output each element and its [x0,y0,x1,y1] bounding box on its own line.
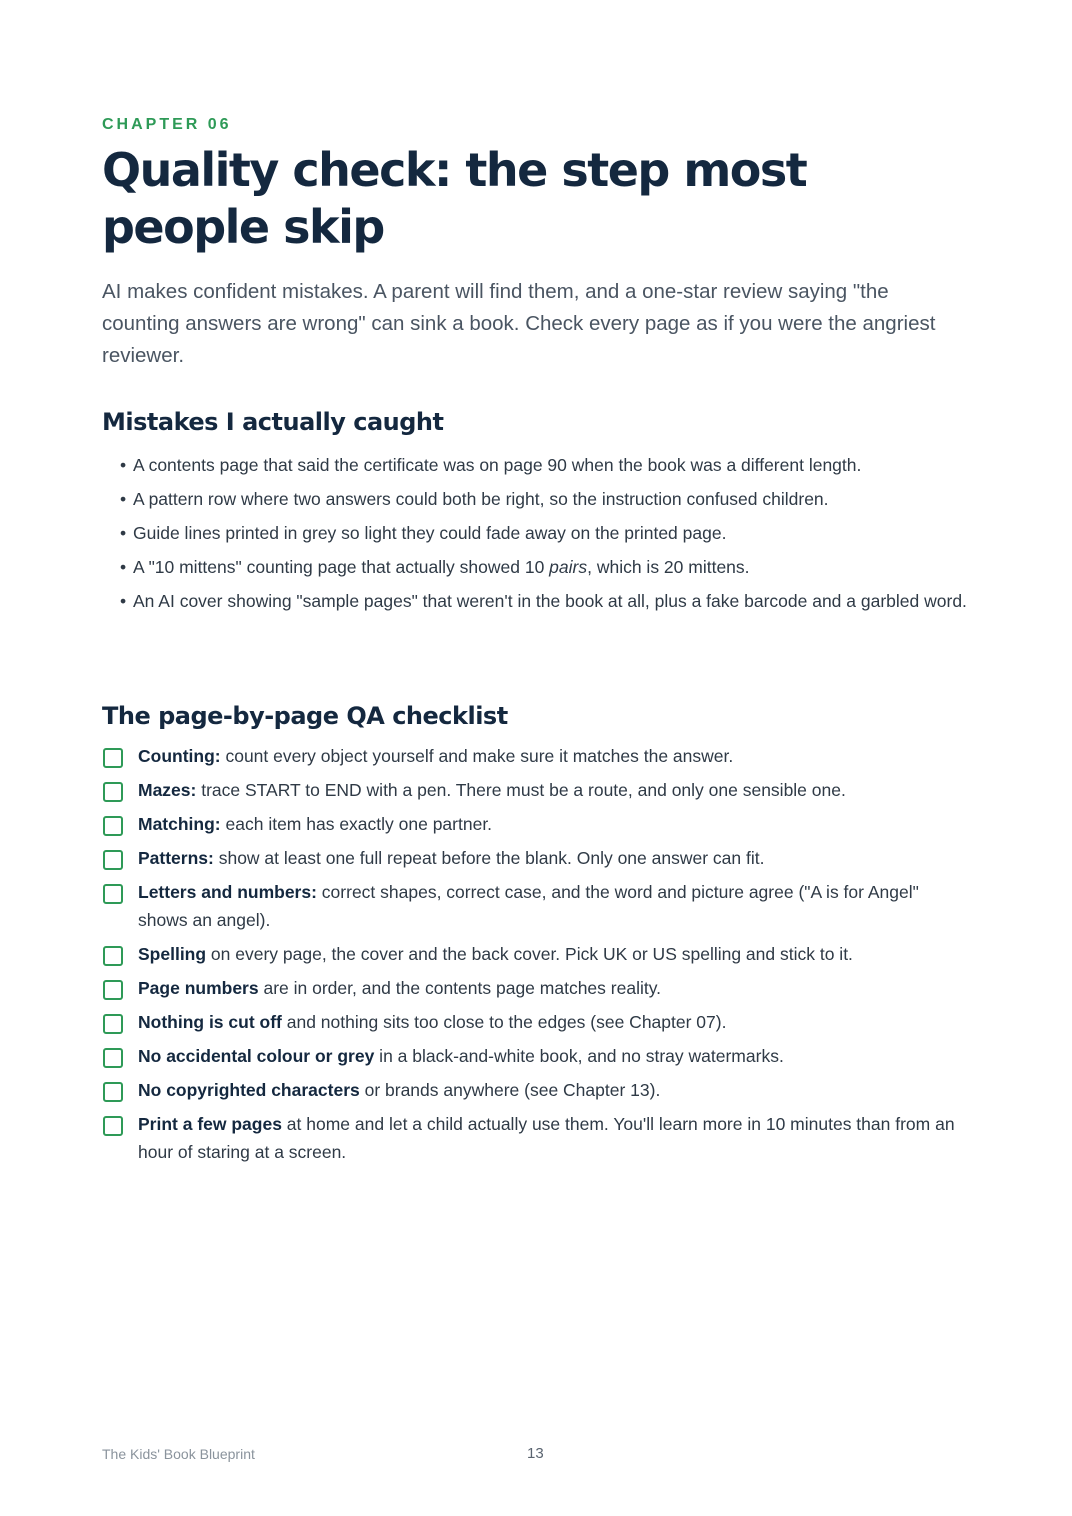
checkbox-icon[interactable] [103,782,123,802]
checklist-item-text: correct shapes, correct case, and the word and picture agree ("A is for Angel" shows an angel). [138,882,919,930]
checklist-item-label: Mazes: [138,780,197,800]
list-item [120,587,970,615]
checkbox-icon[interactable] [103,850,123,870]
list-item-text: , which is 20 mittens. [587,557,750,577]
mistakes-heading: Mistakes I actually caught [102,408,444,436]
checklist-item-label: Patterns: [138,848,214,868]
checklist-item [102,844,972,872]
footer-page-number: 13 [527,1445,544,1462]
checkbox-icon[interactable] [103,1116,123,1136]
checklist-item-label: Matching: [138,814,221,834]
checklist-heading: The page-by-page QA checklist [102,702,508,730]
checklist-item-text: in a black-and-white book, and no stray watermarks. [374,1046,784,1066]
checkbox-icon[interactable] [103,1048,123,1068]
bullet-icon: • [120,557,127,577]
checklist-item-label: Spelling [138,944,207,964]
list-item-text: A contents page that said the certificate was on page 90 when the book was a different length. [133,455,862,475]
bullet-icon: • [120,591,127,611]
checkbox-icon[interactable] [103,1082,123,1102]
list-item-text: A "10 mittens" counting page that actually showed 10 [133,557,550,577]
bullet-icon: • [120,489,127,509]
checkbox-icon[interactable] [103,884,123,904]
checklist-item-label: Letters and numbers: [138,882,317,902]
checklist-item [102,940,972,968]
intro-paragraph: AI makes confident mistakes. A parent will find them, and a one-star review saying "the counting answers are wrong" can sink a book. Check every page as if you were the angriest reviewer. [102,280,936,367]
list-item [120,485,970,513]
checklist-item-label: No copyrighted characters [138,1080,360,1100]
checklist-item [102,1110,972,1166]
page-title: Quality check: the step most people skip [102,143,807,254]
checkbox-icon[interactable] [103,980,123,1000]
checkbox-icon[interactable] [103,1014,123,1034]
list-item [120,451,970,479]
checklist-item [102,810,972,838]
checklist-item [102,1042,972,1070]
checklist-item-label: Counting: [138,746,221,766]
checklist-item-text: at home and let a child actually use them. You'll learn more in 10 minutes than from an hour of staring at a screen. [138,1114,955,1162]
checklist-item-text: count every object yourself and make sure it matches the answer. [220,746,734,766]
list-item-text: An AI cover showing "sample pages" that weren't in the book at all, plus a fake barcode and a garbled word. [133,591,967,611]
checklist-item-text: trace START to END with a pen. There must be a route, and only one sensible one. [196,780,846,800]
chapter-label: CHAPTER 06 [102,116,232,133]
checklist-item-text: and nothing sits too close to the edges (see Chapter 07). [281,1012,727,1032]
footer-book-title: The Kids' Book Blueprint [102,1446,255,1462]
list-item [120,553,970,581]
list-item-text: Guide lines printed in grey so light they could fade away on the printed page. [133,523,727,543]
qa-checklist [102,742,972,1172]
checklist-item-label: No accidental colour or grey [138,1046,375,1066]
emphasis-text: pairs [549,557,588,577]
checklist-item-text: are in order, and the contents page matches reality. [258,978,662,998]
list-item-text: A pattern row where two answers could both be right, so the instruction confused children. [133,489,829,509]
mistakes-list [120,451,970,621]
checklist-item [102,776,972,804]
checklist-item [102,742,972,770]
checklist-item [102,1008,972,1036]
checklist-item-text: or brands anywhere (see Chapter 13). [359,1080,661,1100]
checkbox-icon[interactable] [103,816,123,836]
checklist-item-label: Nothing is cut off [138,1012,282,1032]
checklist-item-text: on every page, the cover and the back cover. Pick UK or US spelling and stick to it. [206,944,853,964]
checklist-item-label: Print a few pages [138,1114,282,1134]
checklist-item [102,878,972,934]
bullet-icon: • [120,455,127,475]
checklist-item [102,1076,972,1104]
checkbox-icon[interactable] [103,748,123,768]
checklist-item-label: Page numbers [138,978,259,998]
checklist-item-text: each item has exactly one partner. [220,814,493,834]
bullet-icon: • [120,523,127,543]
checklist-item [102,974,972,1002]
checklist-item-text: show at least one full repeat before the blank. Only one answer can fit. [213,848,765,868]
list-item [120,519,970,547]
checkbox-icon[interactable] [103,946,123,966]
